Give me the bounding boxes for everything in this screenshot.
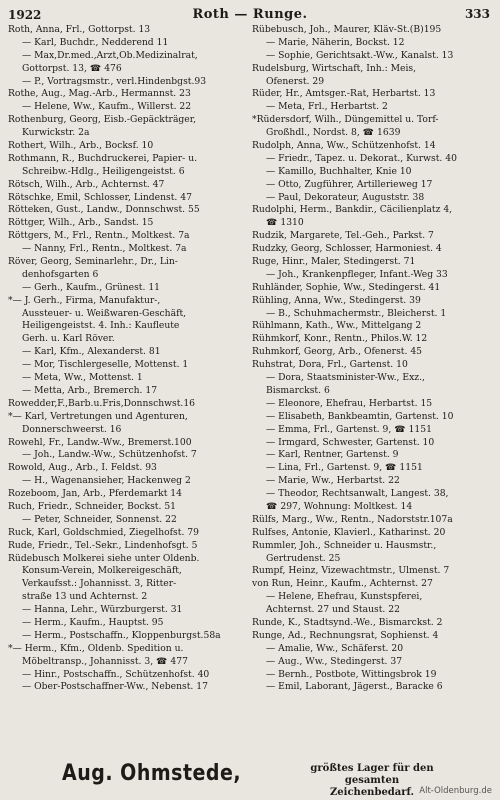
directory-entry: — Karl, Buchdr., Nedderend 11 [22,36,169,48]
directory-entry: Ofenerst. 29 [266,75,325,87]
directory-entry: Verkaufsst.: Johannisst. 3, Ritter- [22,578,177,590]
directory-entry: Ruck, Karl, Goldschmied, Ziegelhofst. 79 [8,526,199,538]
directory-entry: Rübebusch, Joh., Maurer, Kläv-St.(B)195 [252,24,442,35]
directory-entry: — Hinr., Postschaffn., Schützenhofst. 40 [22,668,210,680]
directory-entry: — Dora, Staatsminister-Ww., Exz., [266,372,425,384]
directory-entry: Ruhstrat, Dora, Frl., Gartenst. 10 [252,359,408,371]
directory-entry: — Ober-Postschaffner-Ww., Nebenst. 17 [22,681,208,693]
directory-entry: — Karl, Kfm., Alexanderst. 81 [22,346,161,358]
directory-entry: — Nanny, Frl., Rentn., Moltkest. 7a [22,243,187,255]
directory-entry: — Otto, Zugführer, Artillerieweg 17 [266,178,433,190]
directory-entry: Rudzky, Georg, Schlosser, Harmoniest. 4 [252,243,442,255]
directory-entry: Möbeltransp., Johannisst. 3, ☎ 477 [22,655,188,667]
directory-entry: — H., Wagenansieher, Hackenweg 2 [22,475,191,487]
advertiser-name: Aug. Ohmstede, [62,760,242,786]
directory-entry: Rulfses, Antonie, Klavierl., Katharinst. 20 [252,526,446,538]
directory-entry: Rudolphi, Herm., Bankdir., Cäcilienplatz 4, [252,204,453,216]
directory-entry: Rozeboom, Jan, Arb., Pferdemarkt 14 [8,488,182,500]
directory-entry: — Peter, Schneider, Sonnenst. 22 [22,513,177,525]
directory-entry: Donnerschweerst. 16 [22,423,122,435]
directory-entry: — Elisabeth, Bankbeamtin, Gartenst. 10 [266,410,454,422]
directory-entry: — Marie, Näherin, Bockst. 12 [266,36,405,48]
directory-entry: Rothenburg, Georg, Eisb.-Gepäckträger, [8,114,197,126]
directory-entry: Konsum-Verein, Molkereigeschäft, [22,565,182,577]
directory-entry: Rülfs, Marg., Ww., Rentn., Nadorststr.107a [252,513,453,525]
directory-entry: Runge, Ad., Rechnungsrat, Sophienst. 4 [252,629,439,641]
directory-entry: Ruhmkorf, Georg, Arb., Ofenerst. 45 [252,346,423,358]
directory-entry: — Lina, Frl., Gartenst. 9, ☎ 1151 [266,462,423,474]
directory-entry: Ruch, Friedr., Schneider, Bockst. 51 [8,500,177,512]
directory-entry: — Sophie, Gerichtsakt.-Ww., Kanalst. 13 [266,49,454,61]
directory-entry: Rowehl, Fr., Landw.-Ww., Bremerst.100 [8,436,192,448]
directory-entry: Rothert, Wilh., Arb., Bocksf. 10 [8,140,154,152]
page-year: 1922 [8,8,42,22]
directory-entry: Gerh. u. Karl Röver. [22,333,115,345]
directory-entry: — Meta, Frl., Herbartst. 2 [266,101,388,113]
directory-entry: Rühmkorf, Konr., Rentn., Philos.W. 12 [252,333,428,345]
directory-entry: — Bernh., Postbote, Wittingsbrok 19 [266,668,437,680]
directory-entry: — Emil, Laborant, Jägerst., Baracke 6 [266,681,443,693]
directory-entry: — Eleonore, Ehefrau, Herbartst. 15 [266,397,433,409]
directory-entry: — Theodor, Rechtsanwalt, Langest. 38, [266,488,449,500]
directory-entry: Rothmann, R., Buchdruckerei, Papier- u. [8,152,198,164]
directory-entry: Röver, Georg, Seminarlehr., Dr., Lin- [8,256,178,268]
directory-entry: Rummler, Joh., Schneider u. Hausmstr., [252,539,437,551]
directory-entry: Rötschke, Emil, Schlosser, Lindenst. 47 [8,191,192,203]
directory-entry: — Amalie, Ww., Schäferst. 20 [266,642,404,654]
directory-entry: Rudolph, Anna, Ww., Schützenhofst. 14 [252,140,436,152]
page-title: Roth — Runge. [192,7,308,22]
directory-entry: — Max,Dr.med.,Arzt,Ob.Medizinalrat, [22,49,198,61]
directory-entry: — Joh., Krankenpfleger, Infant.-Weg 33 [266,268,448,280]
directory-entry: Runde, K., Stadtsynd.-We., Bismarckst. 2 [252,616,443,628]
source-watermark: Alt-Oldenburg.de [419,786,492,796]
directory-entry: Rudzik, Margarete, Tel.-Geh., Parkst. 7 [252,230,434,242]
directory-entry: — Helene, Ww., Kaufm., Willerst. 22 [22,101,192,113]
directory-entry: Rüdebusch Molkerei siehe unter Oldenb. [8,552,200,564]
directory-entry: Rudelsburg, Wirtschaft, Inh.: Meis, [252,62,417,74]
advertisement-line-1: größtes Lager für den gesamten [310,763,434,786]
directory-entry: — Herm., Postschaffn., Kloppenburgst.58a [22,629,221,641]
directory-entry: — B., Schuhmachermstr., Bleicherst. 1 [266,307,447,319]
directory-entry: — Friedr., Tapez. u. Dekorat., Kurwst. 40 [266,152,457,164]
directory-entry: Rühling, Anna, Ww., Stedingerst. 39 [252,294,421,306]
directory-entry: — Mor, Tischlergeselle, Mottenst. 1 [22,359,189,371]
directory-entry: Rüder, Hr., Amtsger.-Rat, Herbartst. 13 [252,88,436,100]
directory-entry: von Run, Heinr., Kaufm., Achternst. 27 [252,578,433,590]
directory-entry: *— Karl, Vertretungen und Agenturen, [8,410,188,422]
directory-entry: Heiligengeistst. 4. Inh.: Kaufleute [22,320,180,332]
directory-entry: — Hanna, Lehr., Würzburgerst. 31 [22,604,183,616]
directory-entry: — P., Vortragsmstr., verl.Hindenbgst.93 [22,75,207,87]
directory-entry: Rude, Friedr., Tel.-Sekr., Lindenhofsgt. 5 [8,539,198,551]
left-column [8,24,251,694]
directory-entry: Kurwickstr. 2a [22,127,90,139]
directory-entry: — Marie, Ww., Herbartst. 22 [266,475,400,487]
directory-entry: — Paul, Dekorateur, Auguststr. 38 [266,191,425,203]
advertisement-line-2: Zeichenbedarf. [330,787,414,798]
directory-entry: — Helene, Ehefrau, Kunstspferei, [266,591,423,603]
directory-entry: ☎ 297, Wohnung: Moltkest. 14 [266,500,413,512]
directory-entry: Großhdl., Nordst. 8, ☎ 1639 [266,127,401,139]
directory-entry: straße 13 und Achternst. 2 [22,591,148,603]
directory-entry: — Gerh., Kaufm., Grünest. 11 [22,281,161,293]
directory-entry: Gottorpst. 13, ☎ 476 [22,62,122,74]
directory-entry: — Herm., Kaufm., Hauptst. 95 [22,616,164,628]
directory-entry: Ruge, Hinr., Maler, Stedingerst. 71 [252,256,416,268]
directory-entry: Rötteken, Gust., Landw., Donnschwst. 55 [8,204,200,216]
directory-entry: *Rüdersdorf, Wilh., Düngemittel u. Torf- [252,114,439,126]
page-number: 333 [464,7,490,21]
directory-entry: Aussteuer- u. Weißwaren-Geschäft, [22,307,187,319]
directory-entry: — Joh., Landw.-Ww., Schützenhofst. 7 [22,449,197,461]
directory-entry: Rumpf, Heinz, Vizewachtmstr., Ulmenst. 7 [252,565,450,577]
directory-entry: — Kamillo, Buchhalter, Knie 10 [266,165,412,177]
directory-entry: — Karl, Rentner, Gartenst. 9 [266,449,399,461]
directory-entry: — Irmgard, Schwester, Gartenst. 10 [266,436,435,448]
directory-entry: — Metta, Arb., Bremerch. 17 [22,384,158,396]
directory-entry: ☎ 1310 [266,217,304,229]
directory-entry: denhofsgarten 6 [22,268,99,280]
directory-entry: Rothe, Aug., Mag.-Arb., Hermannst. 23 [8,88,191,100]
directory-entry: Gertrudenst. 25 [266,552,341,564]
directory-entry: — Meta, Ww., Mottenst. 1 [22,372,143,384]
directory-entry: Ruhländer, Sophie, Ww., Stedingerst. 41 [252,281,441,293]
directory-entry: Röttger, Wilh., Arb., Sandst. 15 [8,217,154,229]
directory-entry: Roth, Anna, Frl., Gottorpst. 13 [8,24,151,35]
directory-entry: — Emma, Frl., Gartenst. 9, ☎ 1151 [266,423,432,435]
directory-entry: Achternst. 27 und Staust. 22 [266,604,400,616]
directory-entry: *— Herm., Kfm., Oldenb. Spedition u. [8,642,184,654]
directory-entry: Röttgers, M., Frl., Rentn., Moltkest. 7a [8,230,190,242]
directory-entry: Schreibw.-Hdlg., Heiligengeistst. 6 [22,165,185,177]
directory-entry: — Aug., Ww., Stedingerst. 37 [266,655,403,667]
directory-entry: Rowold, Aug., Arb., I. Feldst. 93 [8,462,157,474]
directory-entry: Bismarckst. 6 [266,384,330,396]
right-column [252,24,495,694]
directory-entry: Rühlmann, Kath., Ww., Mittelgang 2 [252,320,422,332]
directory-entry: Rötsch, Wilh., Arb., Achternst. 47 [8,178,165,190]
directory-entry: Rowedder,F.,Barb.u.Fris,Donnschwst.16 [8,397,196,409]
directory-entry: *— J. Gerh., Firma, Manufaktur-, [8,294,161,306]
